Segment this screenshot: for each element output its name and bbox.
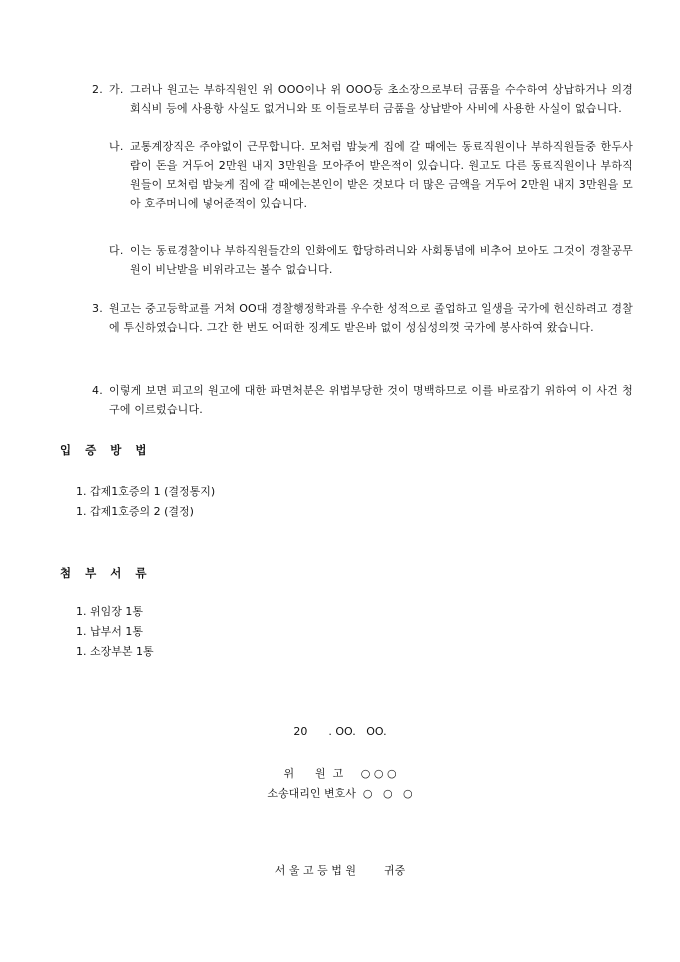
section-2-da-text: 이는 동료경찰이나 부하직원들간의 인화에도 합당하려니와 사회통념에 비추어 보아도 그것이 경찰공무원이 비난받을 비위라고는 볼수 없습니다. <box>130 244 633 276</box>
section-2-ga-text: 그러나 원고는 부하직원인 위 OOO이나 위 OOO등 초소장으로부터 금품을 수수하여 상납하거나 의경 회식비 등에 사용항 사실도 없거니와 또 이들로부터 금품을 상납받아 사비에 사용한 사실이 없습니다. <box>130 83 633 115</box>
court-addressee: 서 울 고 등 법 원 귀중 <box>274 864 406 877</box>
section-2-da-label: 다. <box>109 244 124 257</box>
section-2-ga-label: 가. <box>109 83 124 96</box>
attorney-line: 소송대리인 변호사 ○ ○ ○ <box>267 787 413 800</box>
plaintiff-line: 위 원 고 ○ ○ ○ <box>283 767 397 780</box>
section-2-na-text: 교통계장직은 주야없이 근무합니다. 모처럼 밤늦게 집에 갈 때에는 동료직원이나 부하직원들중 한두사람이 돈을 거두어 2만원 내지 3만원을 모아주어 받은적이 있습니다. 원고도 다른 동료직원이나 부하직원들이 모처럼 밤늦게 집에 갈 때에는본인이 받은 것보다 더 많은 금액을 거두어 2만원 내지 3만원을 모아 호주머니에 넣어준적이 있습니다. <box>130 140 633 210</box>
section-4-text: 이렇게 보면 피고의 원고에 대한 파면처분은 위법부당한 것이 명백하므로 이를 바로잡기 위하여 이 사건 청구에 이르렀습니다. <box>109 384 633 416</box>
evidence-heading: 입 증 방 법 <box>60 443 152 457</box>
section-3-text: 원고는 중고등학교를 거쳐 OO대 경찰행정학과를 우수한 성적으로 졸업하고 일생을 국가에 헌신하려고 경찰에 투신하였습니다. 그간 한 번도 어떠한 징계도 받은바 없이 성심성의껏 국가에 봉사하여 왔습니다. <box>109 302 633 334</box>
section-4-number: 4. <box>92 384 103 397</box>
evidence-item-2: 1. 갑제1호증의 2 (결정) <box>76 505 194 518</box>
attachments-heading: 첨 부 서 류 <box>60 566 152 580</box>
section-2-number: 2. <box>92 83 103 96</box>
attachment-item-3: 1. 소장부본 1통 <box>76 645 154 658</box>
section-2-na-label: 나. <box>109 140 124 153</box>
section-3-number: 3. <box>92 302 103 315</box>
attachment-item-2: 1. 납부서 1통 <box>76 625 143 638</box>
evidence-item-1: 1. 갑제1호증의 1 (결정통지) <box>76 485 216 498</box>
filing-date: 20 . OO. OO. <box>293 725 387 738</box>
attachment-item-1: 1. 위임장 1통 <box>76 605 143 618</box>
